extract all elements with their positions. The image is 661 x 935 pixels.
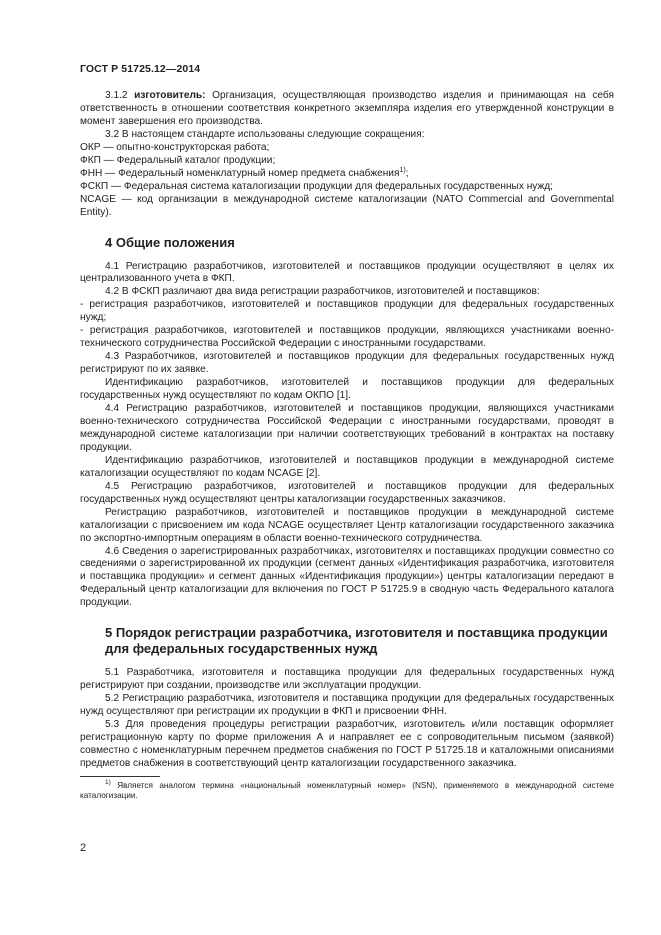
footnote [80, 778, 614, 802]
section-4-title: 4 Общие положения [105, 234, 235, 250]
abbr-fskp: ФСКП — Федеральная система каталогизации продукции для федеральных государственных нужд; [80, 180, 553, 192]
clause-4-4: 4.4 Регистрацию разработчиков, изготовителей и поставщиков продукции, являющихся участниками военно-технического сотрудничества Российской Федерации с иностранными государствами, проводят в международной системе каталогизации при наличии соответствующих требований в контрактах на поставку продукции. [80, 403, 614, 453]
clause-5-2: 5.2 Регистрацию разработчика, изготовителя и поставщика продукции для федеральных государственных нужд осуществляют при регистрации их продукции в ФКП и присвоении ФНН. [80, 693, 614, 718]
abbr-fnn-text: ФНН — Федеральный номенклатурный номер предмета снабжения [80, 167, 400, 179]
abbr-fnn [80, 168, 614, 181]
clause-4-3: 4.3 Разработчиков, изготовителей и поставщиков продукции для федеральных государственных нужд регистрируют по их заявке. [80, 351, 614, 376]
document-header: ГОСТ Р 51725.12—2014 [80, 63, 201, 75]
term-definition: Организация, осуществляющая производство изделия и принимающая на себя ответственность в отношении соответствия конкретного экземпляра изделия его утвержденной конструкции в момент завершения его производства. [80, 90, 614, 127]
abbr-fnn-end: ; [405, 167, 409, 179]
abbr-fkp: ФКП — Федеральный каталог продукции; [80, 154, 276, 166]
clause-4-5: 4.5 Регистрацию разработчиков, изготовителей и поставщиков продукции для федеральных государственных нужд осуществляют центры каталогизации государственных заказчиков. [80, 480, 614, 505]
clause-5-1: 5.1 Разработчика, изготовителя и поставщика продукции для федеральных государственных нужд регистрируют при создании, производстве или эксплуатации продукции. [80, 667, 614, 692]
clause-4-1: 4.1 Регистрацию разработчиков, изготовителей и поставщиков продукции осуществляют в целях их централизованного учета в ФКП. [80, 260, 614, 285]
clause-4-4-b: Идентификацию разработчиков, изготовителей и поставщиков продукции в международной системе каталогизации осуществляют по кодам NCAGE [2]. [80, 454, 614, 479]
clause-4-6: 4.6 Сведения о зарегистрированных разработчиках, изготовителях и поставщиках продукции совместно со сведениями о зарегистрированной их продукции (сегмент данных «Идентификация разработчика, изготовителя и поставщика продукции» и сегмент данных «Идентификация продукции») центры каталогизации передают в Федеральный центр каталогизации для включения по ГОСТ Р 51725.9 в сводную часть Федерального каталога продукции. [80, 545, 614, 609]
clause-3-2: 3.2 В настоящем стандарте использованы следующие сокращения: [105, 128, 425, 140]
page-content [80, 90, 614, 802]
clause-4-2-item-b: - регистрация разработчиков, изготовителей и поставщиков продукции, являющихся участниками военно-технического сотрудничества Российской Федерации с иностранными государствами. [80, 325, 614, 350]
footnote-ref: 1) [399, 166, 406, 174]
section-5-title: 5 Порядок регистрации разработчика, изготовителя и поставщика продукции для федеральных государственных нужд [105, 625, 608, 657]
page-number: 2 [80, 842, 87, 854]
footnote-mark: 1) [105, 778, 111, 786]
clause-3-1-2 [80, 90, 614, 129]
term-manufacturer: изготовитель: [134, 90, 206, 101]
clause-5-3: 5.3 Для проведения процедуры регистрации разработчик, изготовитель и/или поставщик оформляет регистрационную карту по форме приложения А и направляет ее с сопроводительным письмом (заявкой) совместно с номенклатурным перечнем предметов снабжения по ГОСТ Р 51725.18 и каталожными описаниями предметов снабжения в соответствующий центр каталогизации государственного заказчика. [80, 719, 614, 769]
abbr-okr: ОКР — опытно-конструкторская работа; [80, 141, 270, 153]
clause-4-2: 4.2 В ФСКП различают два вида регистрации разработчиков, изготовителей и поставщиков: [105, 286, 540, 298]
clause-number: 3.1.2 [105, 90, 128, 101]
clause-4-3-b: Идентификацию разработчиков, изготовителей и поставщиков продукции для федеральных государственных нужд осуществляют по кодам ОКПО [1]. [80, 377, 614, 402]
footnote-divider [80, 776, 160, 777]
footnote-text: Является аналогом термина «национальный номенклатурный номер» (NSN), применяемого в международной системе каталогизации. [80, 780, 614, 801]
clause-4-5-b: Регистрацию разработчиков, изготовителей и поставщиков продукции в международной системе каталогизации с присвоением им кода NCAGE осуществляет Центр каталогизации государственного заказчика по экспортно-импортным операциям в области военно-технического сотрудничества. [80, 506, 614, 544]
abbr-ncage: NCAGE — код организации в международной системе каталогизации (NATO Commercial and Governmental Entity). [80, 193, 614, 218]
clause-4-2-item-a: - регистрация разработчиков, изготовителей и поставщиков продукции для федеральных государственных нужд; [80, 299, 614, 324]
